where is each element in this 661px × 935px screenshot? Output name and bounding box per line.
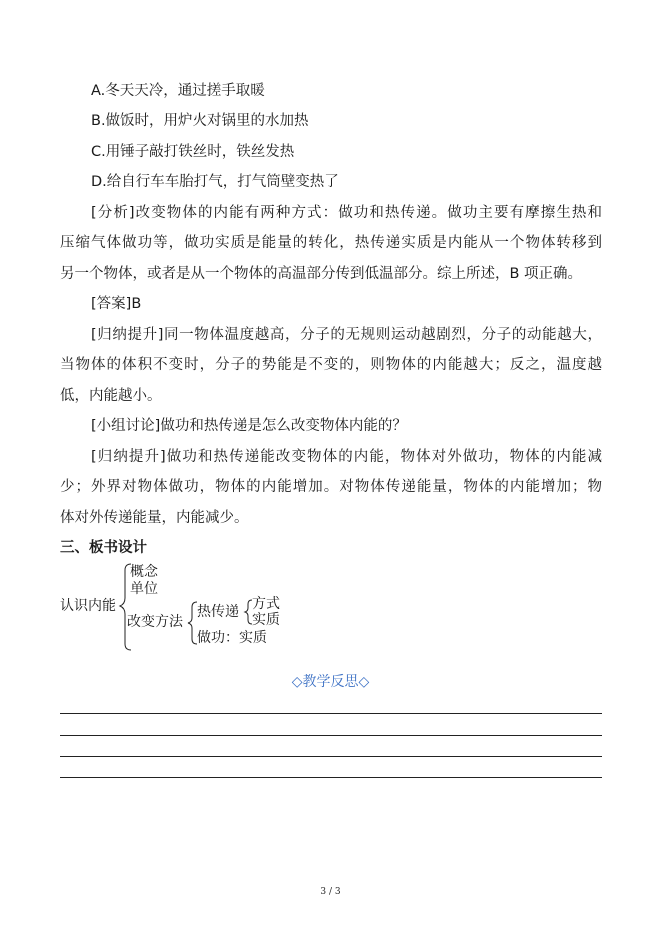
discussion (91, 416, 602, 436)
page-number: 3 / 3 (320, 887, 341, 897)
board-work: 做功：实质 (197, 630, 267, 646)
method-brace (188, 602, 197, 644)
answer-tag: [答案] (91, 296, 132, 312)
board-heat-essence: 实质 (252, 612, 280, 628)
reflection-line-3 (60, 756, 602, 757)
board-root: 认识内能 (60, 598, 116, 614)
summary1-line-3: 低，内能越小。 (60, 388, 162, 404)
board-heat-transfer: 热传递 (197, 604, 239, 620)
summary1-line-1: [归纳提升]同一物体温度越高，分子的无规则运动越剧烈，分子的动能越大， (91, 327, 602, 343)
summary2-line-3: 体对外传递能量，内能减少。 (60, 510, 249, 526)
board-heat-way: 方式 (252, 596, 280, 612)
summary2-tag: [归纳提升] (91, 449, 166, 465)
analysis-line-2: 压缩气体做功等，做功实质是能量的转化，热传递实质是内能从一个物体转移到 (60, 235, 602, 251)
option-a: A.冬天天冷，通过搓手取暖 (91, 83, 265, 99)
analysis-tag: [分析] (91, 205, 135, 221)
section-heading-board-design: 三、板书设计 (60, 540, 147, 556)
board-method: 改变方法 (127, 614, 183, 630)
board-design-diagram (60, 560, 300, 655)
discussion-tag: [小组讨论] (91, 418, 161, 434)
reflection-line-1 (60, 713, 602, 714)
answer-value: B (131, 296, 142, 312)
summary1-tag: [归纳提升] (91, 327, 164, 343)
summary1-line-2: 当物体的体积不变时，分子的势能是不变的，则物体的内能越大；反之，温度越 (60, 357, 602, 373)
analysis-line-1: [分析]改变物体的内能有两种方式：做功和热传递。做功主要有摩擦生热和 (91, 205, 602, 221)
option-c: C.用锤子敲打铁丝时，铁丝发热 (91, 144, 295, 160)
discussion-question: 做功和热传递是怎么改变物体内能的？ (160, 418, 407, 434)
option-b: B.做饭时，用炉火对锅里的水加热 (91, 113, 309, 129)
option-d: D.给自行车车胎打气，打气筒壁变热了 (91, 174, 339, 190)
answer (91, 294, 602, 314)
board-unit: 单位 (130, 581, 158, 597)
reflection-line-2 (60, 735, 602, 736)
teaching-reflection-title: ◇教学反思◇ (291, 674, 370, 690)
summary2-line-1: [归纳提升]做功和热传递能改变物体的内能，物体对外做功，物体的内能减 (91, 449, 602, 465)
analysis-line-3: 另一个物体，或者是从一个物体的高温部分传到低温部分。综上所述，B 项正确。 (60, 266, 583, 282)
summary2-line-2: 少；外界对物体做功，物体的内能增加。对物体传递能量，物体的内能增加；物 (60, 479, 602, 495)
heat-brace (245, 600, 252, 624)
reflection-line-4 (60, 777, 602, 778)
board-concept: 概念 (130, 564, 158, 580)
